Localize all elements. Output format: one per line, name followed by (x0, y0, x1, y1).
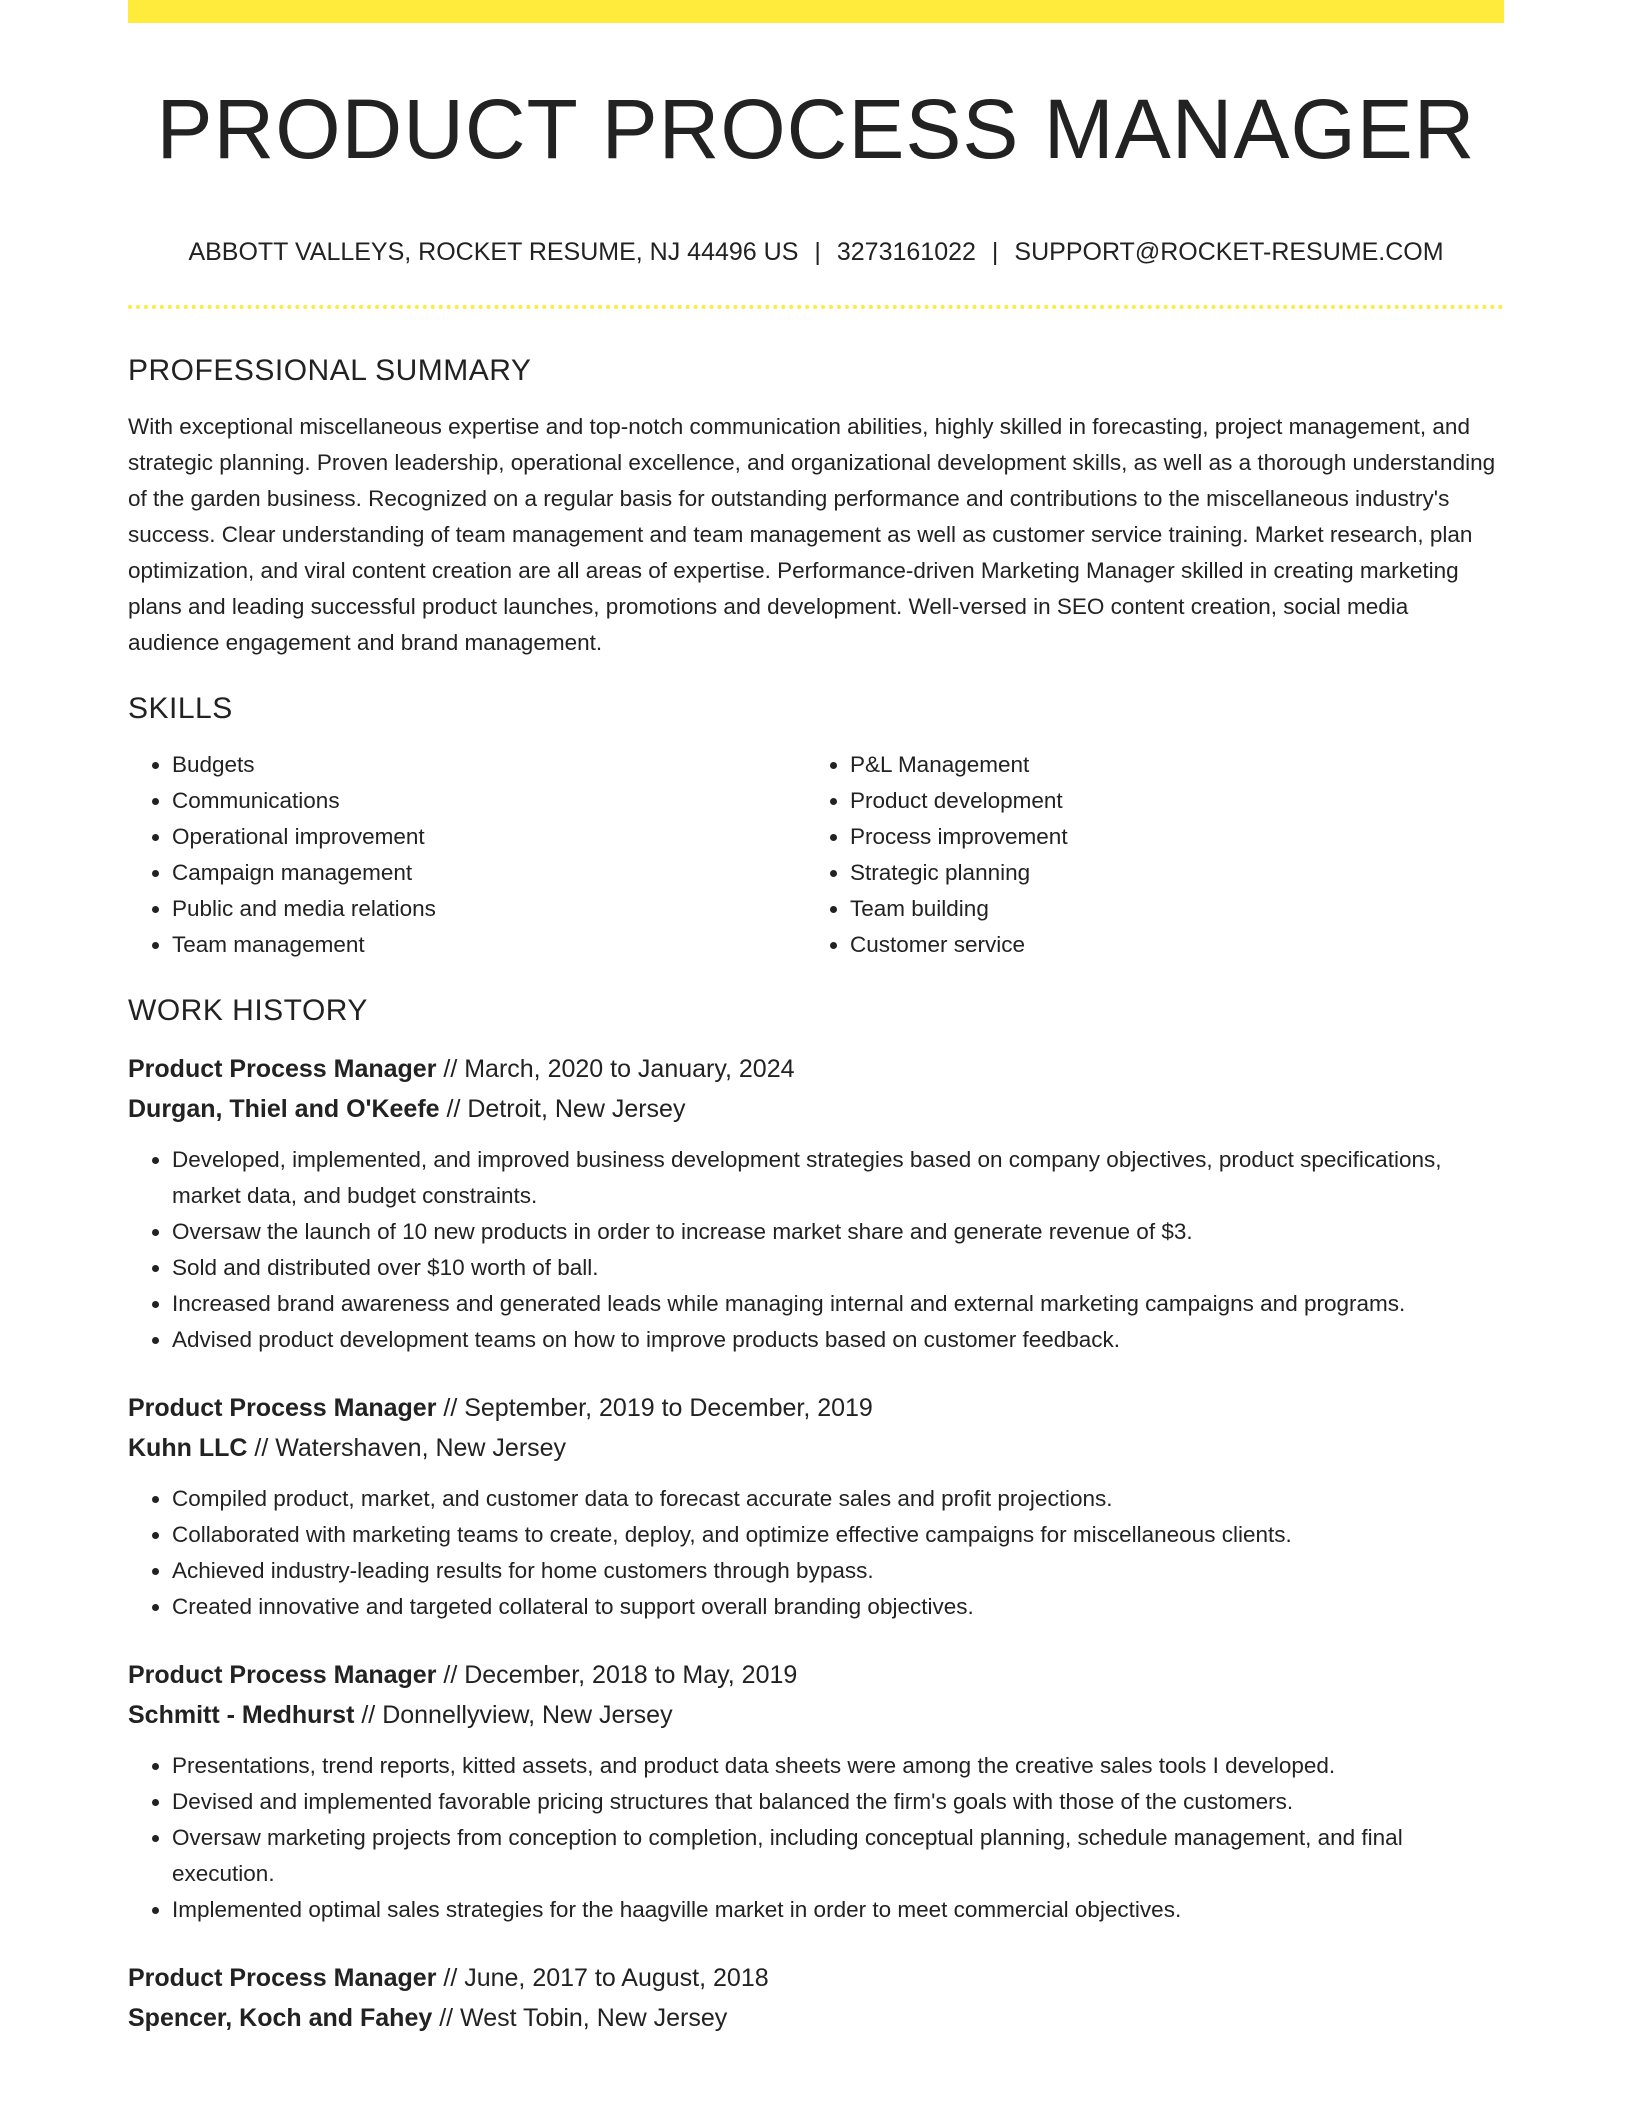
contact-separator: | (814, 238, 821, 267)
job-company: Durgan, Thiel and O'Keefe (128, 1095, 440, 1124)
job-role: Product Process Manager (128, 1394, 437, 1423)
skills-list-left (128, 747, 806, 963)
job-role-line (128, 1049, 1504, 1089)
job-bullet: • Created innovative and targeted collateral to support overall branding objectives. (172, 1589, 1504, 1625)
job-role: Product Process Manager (128, 1055, 437, 1084)
job-bullet: • Devised and implemented favorable pricing structures that balanced the firm's goals with those of the customers. (172, 1784, 1504, 1820)
summary-heading: PROFESSIONAL SUMMARY (128, 354, 532, 388)
job-company: Schmitt - Medhurst (128, 1701, 355, 1730)
job-company-line (128, 1695, 1504, 1735)
job-role: Product Process Manager (128, 1964, 437, 1993)
summary-text: With exceptional miscellaneous expertise and top-notch communication abilities, highly skilled in forecasting, project management, and strategic planning. Proven leadership, operational excellence, and organizational development skills, as well as a thorough understanding of the garden business. Recognized on a regular basis for outstanding performance and contributions to the miscellaneous industry's success. Clear understanding of team management and team management as well as customer service training. Market research, plan optimization, and viral content creation are all areas of expertise. Performance-driven Marketing Manager skilled in creating marketing plans and leading successful product launches, promotions and development. Well-versed in SEO content creation, social media audience engagement and brand management. (128, 414, 1496, 656)
skill-item: • Communications (172, 783, 806, 819)
summary-section (128, 353, 1504, 661)
job-location: // Donnellyview, New Jersey (354, 1701, 673, 1730)
skill-item: • P&L Management (850, 747, 1484, 783)
job-bullet: • Increased brand awareness and generated leads while managing internal and external marketing campaigns and programs. (172, 1286, 1504, 1322)
job-bullet: • Presentations, trend reports, kitted assets, and product data sheets were among the creative sales tools I developed. (172, 1748, 1504, 1784)
job-role-line (128, 1388, 1504, 1428)
contact-address: ABBOTT VALLEYS, ROCKET RESUME, NJ 44496 US (188, 238, 799, 267)
job-entry (128, 1958, 1504, 2038)
skills-section (128, 691, 1504, 963)
job-dates: // September, 2019 to December, 2019 (436, 1394, 873, 1423)
work-history-heading: WORK HISTORY (128, 994, 368, 1028)
job-dates: // December, 2018 to May, 2019 (436, 1661, 798, 1690)
resume-name: PRODUCT PROCESS MANAGER (156, 82, 1476, 176)
job-location: // West Tobin, New Jersey (432, 2004, 728, 2033)
job-company: Kuhn LLC (128, 1434, 248, 1463)
skill-item: • Strategic planning (850, 855, 1484, 891)
skill-item: • Campaign management (172, 855, 806, 891)
job-bullet: • Developed, implemented, and improved business development strategies based on company objectives, product specifications, market data, and budget constraints. (172, 1142, 1504, 1214)
job-role: Product Process Manager (128, 1661, 437, 1690)
job-company-line (128, 1998, 1504, 2038)
work-history-section (128, 993, 1504, 2038)
job-bullet: • Oversaw the launch of 10 new products in order to increase market share and generate revenue of $3. (172, 1214, 1504, 1250)
skill-item: • Operational improvement (172, 819, 806, 855)
job-role-line (128, 1958, 1504, 1998)
skill-item: • Customer service (850, 927, 1484, 963)
job-location: // Detroit, New Jersey (439, 1095, 686, 1124)
job-entry (128, 1655, 1504, 1928)
skill-item: • Budgets (172, 747, 806, 783)
contact-line (128, 237, 1504, 267)
accent-bar (128, 0, 1504, 23)
job-dates: // June, 2017 to August, 2018 (436, 1964, 769, 1993)
job-location: // Watershaven, New Jersey (247, 1434, 567, 1463)
job-bullet: • Sold and distributed over $10 worth of ball. (172, 1250, 1504, 1286)
skill-item: • Public and media relations (172, 891, 806, 927)
contact-separator: | (991, 238, 999, 267)
job-role-line (128, 1655, 1504, 1695)
job-company-line (128, 1089, 1504, 1129)
skills-list-right (806, 747, 1484, 963)
job-bullet: • Implemented optimal sales strategies for the haagville market in order to meet commercial objectives. (172, 1892, 1504, 1928)
job-bullet: • Advised product development teams on how to improve products based on customer feedback. (172, 1322, 1504, 1358)
dotted-divider (128, 305, 1504, 309)
skill-item: • Team management (172, 927, 806, 963)
job-entry (128, 1049, 1504, 1358)
skill-item: • Team building (850, 891, 1484, 927)
job-company-line (128, 1428, 1504, 1468)
job-company: Spencer, Koch and Fahey (128, 2004, 433, 2033)
job-entry (128, 1388, 1504, 1625)
contact-email: SUPPORT@ROCKET-RESUME.COM (1014, 238, 1444, 267)
job-bullets (128, 1142, 1504, 1358)
job-dates: // March, 2020 to January, 2024 (436, 1055, 795, 1084)
skills-heading: SKILLS (128, 692, 233, 726)
job-bullet: • Compiled product, market, and customer data to forecast accurate sales and profit projections. (172, 1481, 1504, 1517)
contact-phone: 3273161022 (836, 238, 976, 267)
job-bullets (128, 1481, 1504, 1625)
job-bullet: • Achieved industry-leading results for home customers through bypass. (172, 1553, 1504, 1589)
skill-item: • Process improvement (850, 819, 1484, 855)
job-bullet: • Oversaw marketing projects from conception to completion, including conceptual planning, schedule management, and final execution. (172, 1820, 1504, 1892)
skill-item: • Product development (850, 783, 1484, 819)
resume-page (128, 0, 1504, 2038)
job-bullets (128, 1748, 1504, 1928)
skills-columns (128, 747, 1504, 963)
job-bullet: • Collaborated with marketing teams to create, deploy, and optimize effective campaigns for miscellaneous clients. (172, 1517, 1504, 1553)
